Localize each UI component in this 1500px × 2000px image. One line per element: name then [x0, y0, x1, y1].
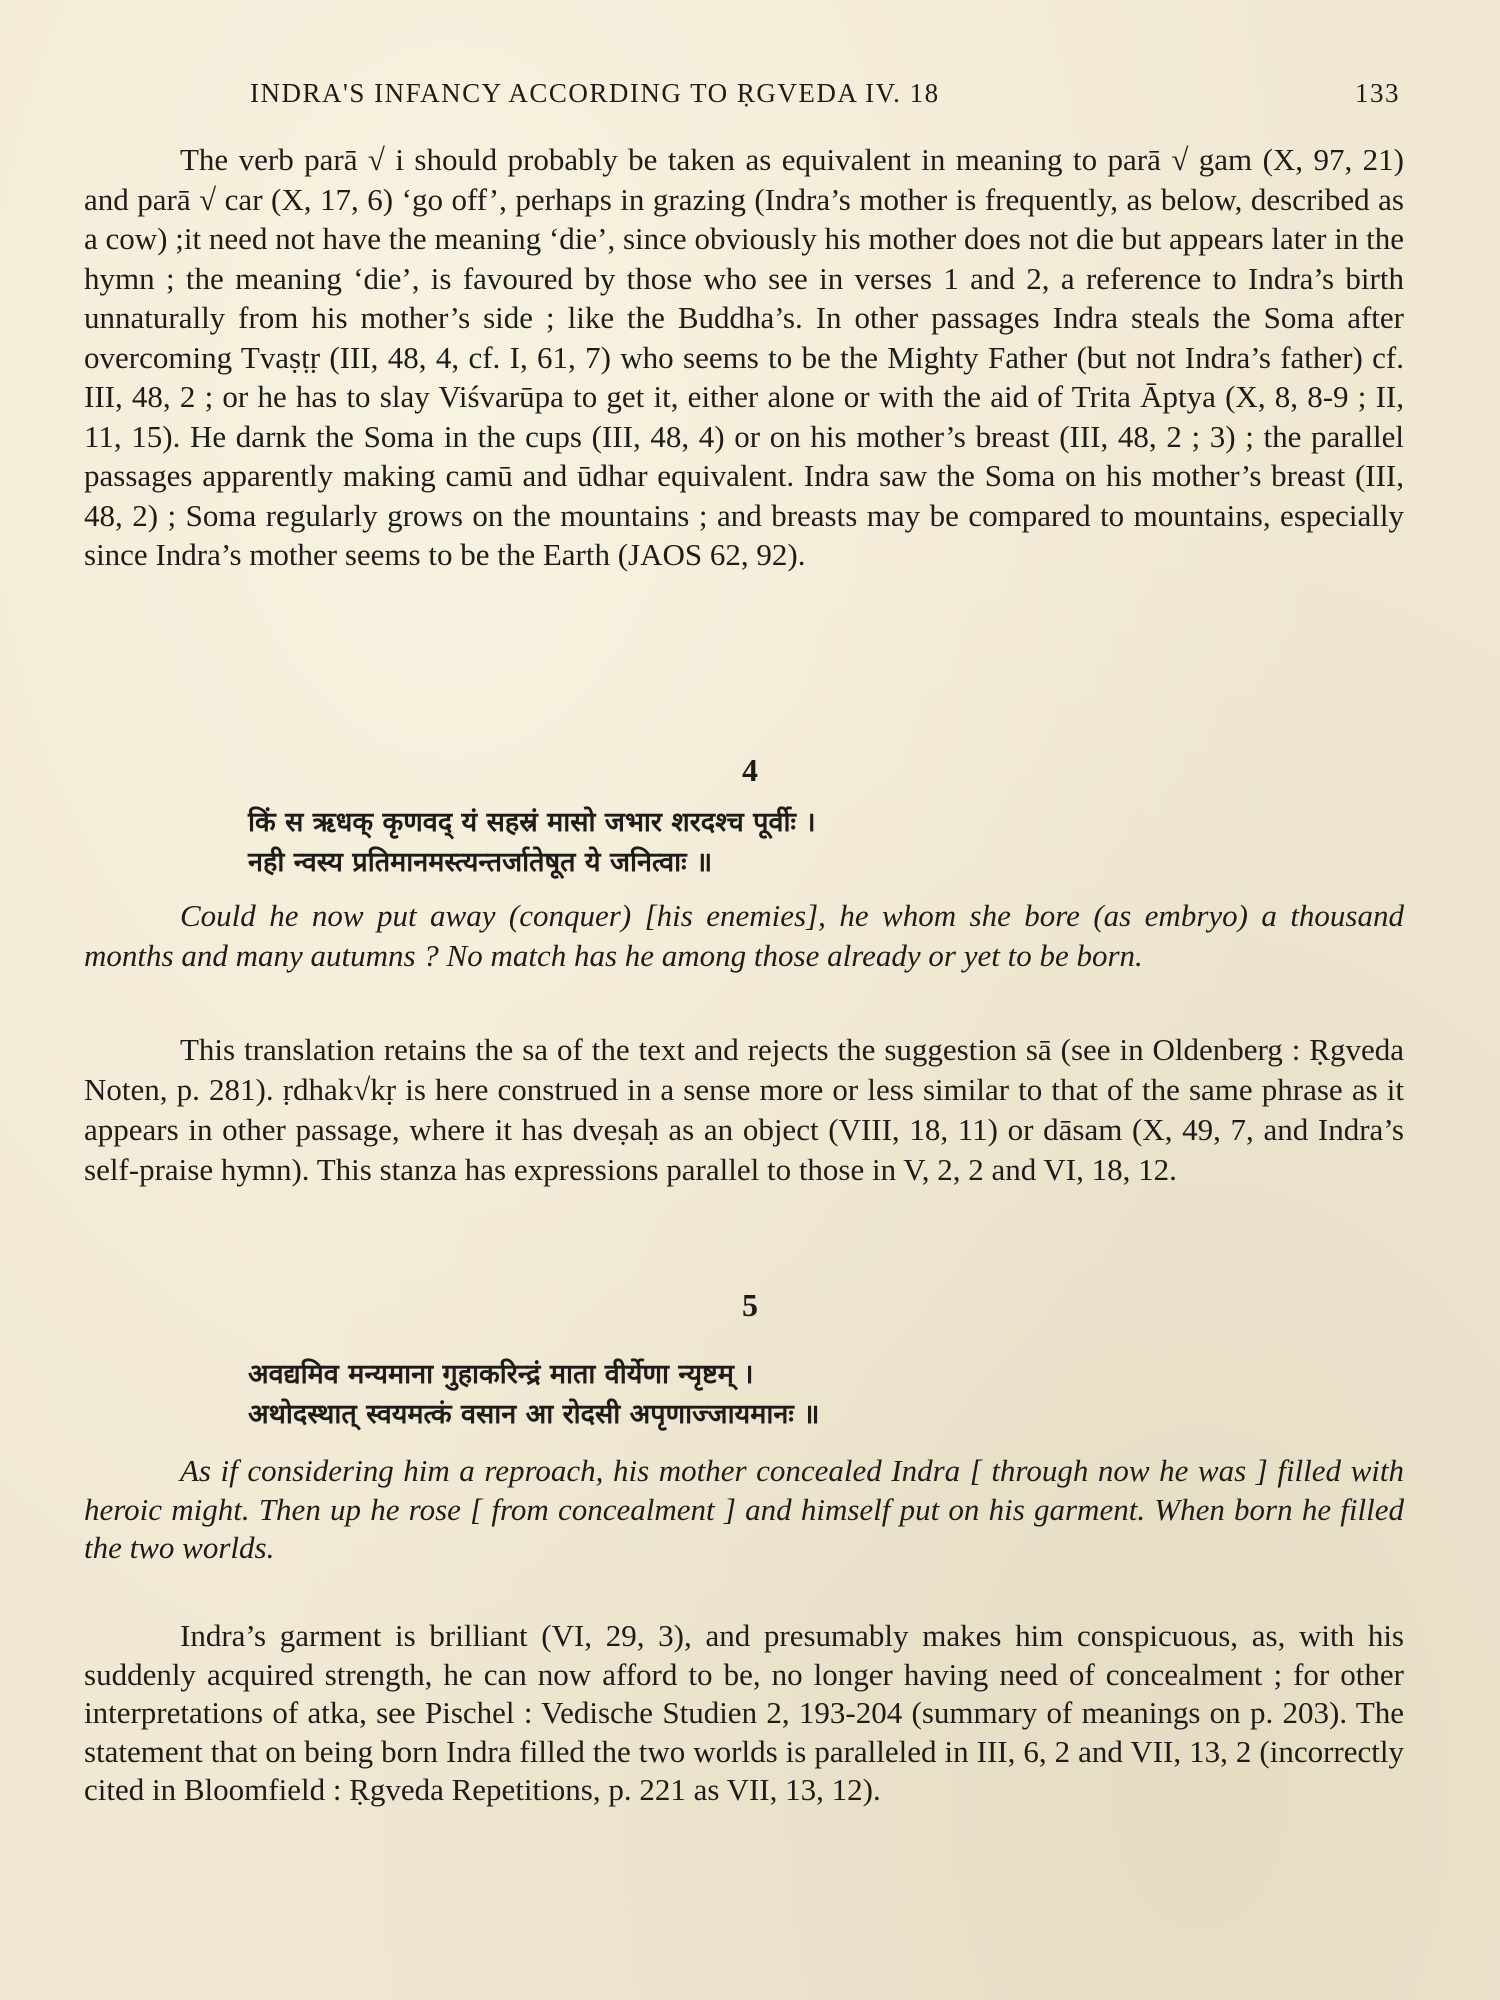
running-title: INDRA'S INFANCY ACCORDING TO ṚGVEDA IV. 18 — [250, 78, 940, 108]
stanza-number-4: 4 — [742, 752, 758, 788]
translation-4 — [84, 896, 1404, 976]
commentary-text: Indra’s garment is brilliant (VI, 29, 3), and presumably makes him conspicuous, as, with his suddenly acquired strength, he can now afford to be, no longer having need of concealment ; for other interpretations of atka, see Pischel : Vedische Studien 2, 193-204 (summary of meanings on p. 203). The statement that on being born Indra filled the two worlds is paralleled in III, 6, 2 and VII, 13, 2 (incorrectly cited in Bloomfield : Ṛgveda Repetitions, p. 221 as VII, 13, 12). — [84, 1618, 1404, 1807]
commentary-4 — [84, 1030, 1404, 1190]
sanskrit-line: किं स ऋधक् कृणवद् यं सहस्रं मासो जभार शरदश्च पूर्वीः । — [248, 807, 816, 838]
page-number: 133 — [1355, 78, 1400, 108]
stanza-number-5: 5 — [742, 1287, 758, 1323]
paragraph-verb-para — [84, 140, 1404, 575]
sanskrit-line: नही न्वस्य प्रतिमानमस्त्यन्तर्जातेषूत ये जनित्वाः ॥ — [248, 847, 713, 878]
commentary-text: This translation retains the sa of the text and rejects the suggestion sā (see in Oldenberg : Ṛgveda Noten, p. 281). ṛdhak√kṛ is here construed in a sense more or less similar to that of the same phrase as it appears in other passage, where it has dveṣaḥ as an object (VIII, 18, 11) or dāsam (X, 49, 7, and Indra’s self-praise hymn). This stanza has expressions parallel to those in V, 2, 2 and VI, 18, 12. — [84, 1032, 1404, 1187]
translation-text: As if considering him a reproach, his mother concealed Indra [ through now he was ] filled with heroic might. Then up he rose [ from concealment ] and himself put on his garment. When born he filled the two worlds. — [84, 1453, 1404, 1565]
sanskrit-line: अवद्यमिव मन्यमाना गुहाकरिन्द्रं माता वीर्येणा न्यृष्टम् । — [248, 1359, 754, 1390]
translation-text: Could he now put away (conquer) [his enemies], he whom she bore (as embryo) a thousand months and many autumns ? No match has he among those already or yet to be born. — [84, 898, 1404, 973]
sanskrit-verse-5 — [248, 1355, 1108, 1435]
sanskrit-verse-4 — [248, 803, 1108, 883]
sanskrit-line: अथोदस्थात् स्वयमत्कं वसान आ रोदसी अपृणाज्जायमानः ॥ — [248, 1399, 820, 1430]
translation-5 — [84, 1452, 1404, 1568]
body-paragraph: The verb parā √ i should probably be taken as equivalent in meaning to parā √ gam (X, 97, 21) and parā √ car (X, 17, 6) ‘go off’, perhaps in grazing (Indra’s mother is frequently, as below, described as a cow) ;it need not have the meaning ‘die’, since obviously his mother does not die but appears later in the hymn ; the meaning ‘die’, is favoured by those who see in verses 1 and 2, a reference to Indra’s birth unnaturally from his mother’s side ; like the Buddha’s. In other passages Indra steals the Soma after overcoming Tvaṣṭṛ (III, 48, 4, cf. I, 61, 7) who seems to be the Mighty Father (but not Indra’s father) cf. III, 48, 2 ; or he has to slay Viśvarūpa to get it, either alone or with the aid of Trita Āptya (X, 8, 8-9 ; II, 11, 15). He darnk the Soma in the cups (III, 48, 4) or on his mother’s breast (III, 48, 2 ; 3) ; the parallel passages apparently making camū and ūdhar equivalent. Indra saw the Soma on his mother’s breast (III, 48, 2) ; Soma regularly grows on the mountains ; and breasts may be compared to mountains, especially since Indra’s mother seems to be the Earth (JAOS 62, 92). — [84, 142, 1404, 572]
page-header — [250, 78, 1400, 118]
commentary-5 — [84, 1617, 1404, 1810]
